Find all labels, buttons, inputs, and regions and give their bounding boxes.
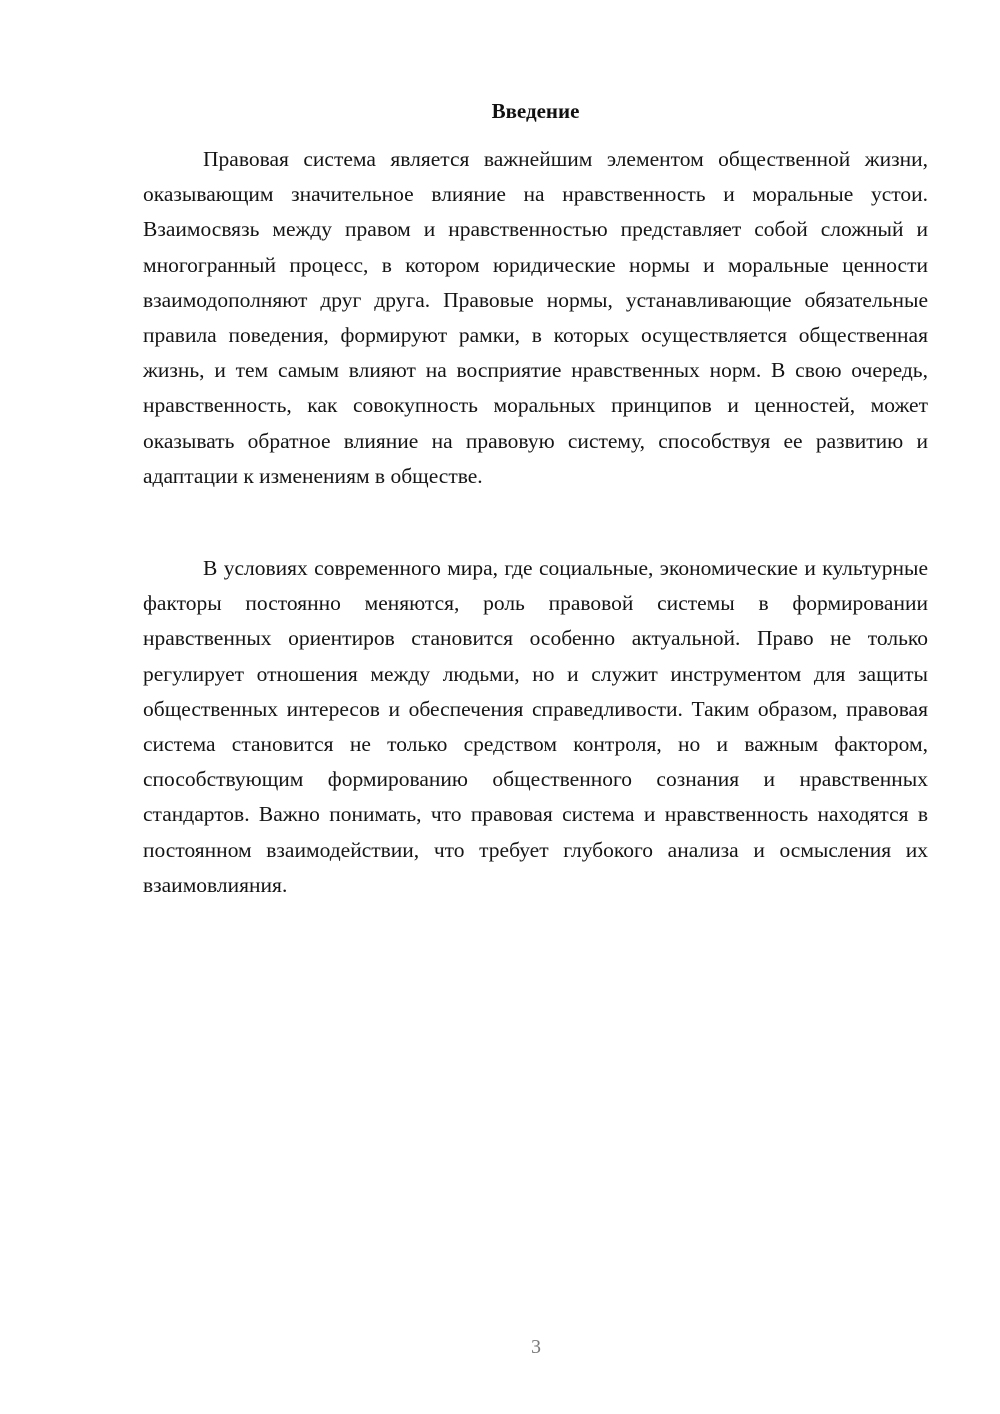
paragraph-1: Правовая система является важнейшим элементом общественной жизни, оказывающим значительное влияние на нравственность и моральные устои. Взаимосвязь между правом и нравственностью представляет собой сложный и многогранный процесс, в котором юридические нормы и моральные ценности взаимодополняют друг друга. Правовые нормы, устанавливающие обязательные правила поведения, формируют рамки, в которых осуществляется общественная жизнь, и тем самым влияют на восприятие нравственных норм. В свою очередь, нравственность, как совокупность моральных принципов и ценностей, может оказывать обратное влияние на правовую систему, способствуя ее развитию и адаптации к изменениям в обществе.	[143, 147, 928, 488]
paragraph-2: В условиях современного мира, где социальные, экономические и культурные факторы постоянно меняются, роль правовой системы в формировании нравственных ориентиров становится особенно актуальной. Право не только регулирует отношения между людьми, но и служит инструментом для защиты общественных интересов и обеспечения справедливости. Таким образом, правовая система становится не только средством контроля, но и важным фактором, способствующим формированию общественного сознания и нравственных стандартов. Важно понимать, что правовая система и нравственность находятся в постоянном взаимодействии, что требует глубокого анализа и осмысления их взаимовлияния.	[143, 556, 928, 897]
page-number: 3	[531, 1336, 541, 1358]
section-title: Введение	[491, 99, 580, 123]
